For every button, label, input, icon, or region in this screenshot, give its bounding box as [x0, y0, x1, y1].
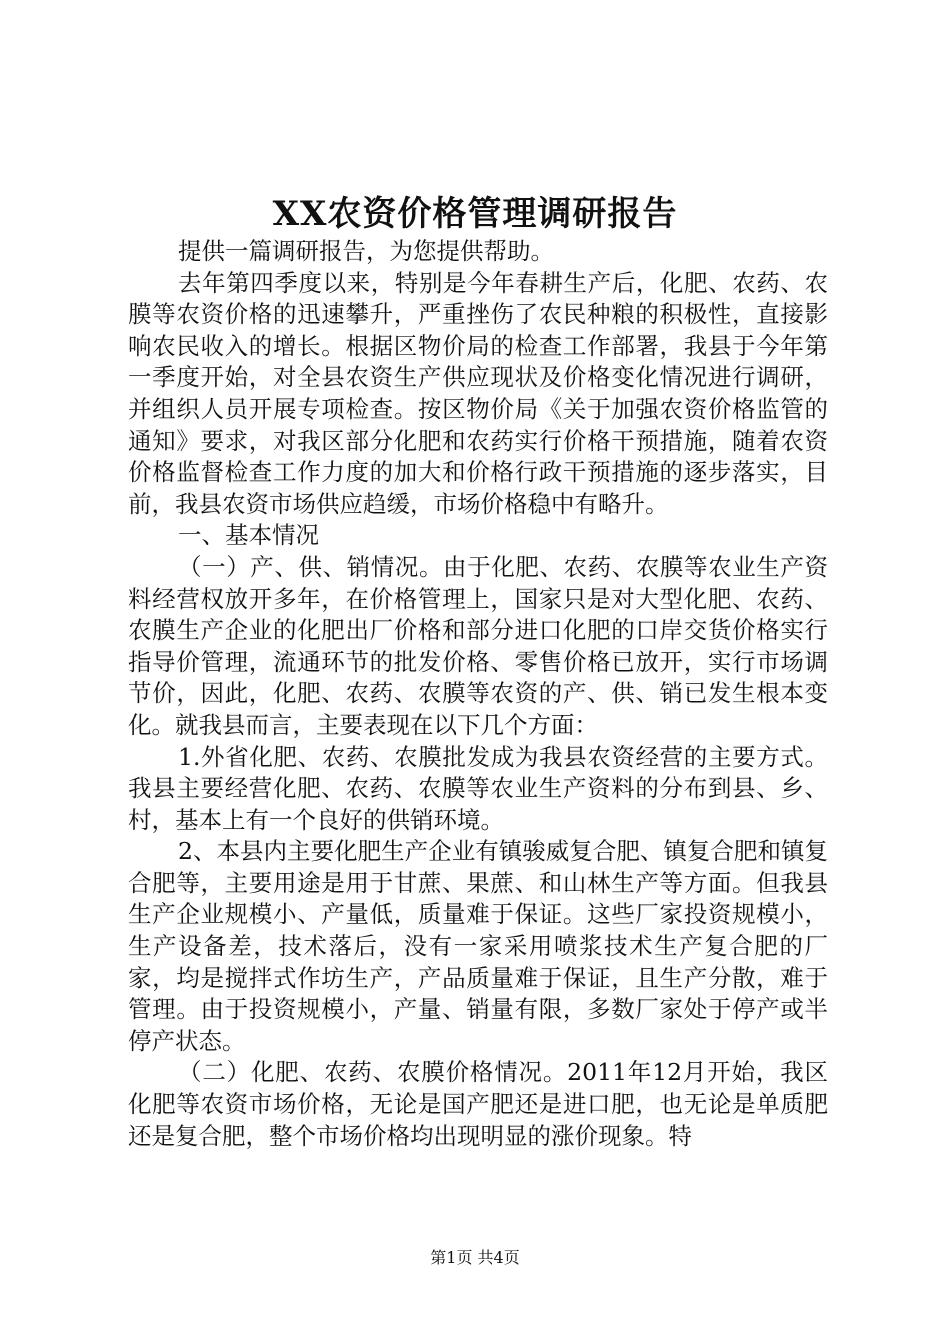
subsection-production-supply-sales: （一）产、供、销情况。由于化肥、农药、农膜等农业生产资料经营权放开多年，在价格管理上，国家只是对大型化肥、农药、农膜生产企业的化肥出厂价格和部分进口化肥的口岸交货价格实行指导价管理，流通环节的批发价格、零售价格已放开，实行市场调节价，因此，化肥、农药、农膜等农资的产、供、销已发生根本变化。就我县而言，主要表现在以下几个方面：: [128, 552, 828, 739]
document-title: XX农资价格管理调研报告: [272, 194, 678, 234]
section-heading-basic-situation: 一、基本情况: [178, 521, 319, 550]
document-body: [128, 236, 828, 1152]
page-number-footer: 第1页 共4页: [430, 1248, 520, 1267]
intro-paragraph: 提供一篇调研报告，为您提供帮助。: [178, 237, 554, 265]
list-item-2: 2、本县内主要化肥生产企业有镇骏威复合肥、镇复合肥和镇复合肥等，主要用途是用于甘蔗、果蔗、和山林生产等方面。但我县生产企业规模小、产量低，质量难于保证。这些厂家投资规模小，生产设备差，技术落后，没有一家采用喷浆技术生产复合肥的厂家，均是搅拌式作坊生产，产品质量难于保证，且生产分散，难于管理。由于投资规模小，产量、销量有限，多数厂家处于停产或半停产状态。: [128, 837, 828, 1055]
background-paragraph: 去年第四季度以来，特别是今年春耕生产后，化肥、农药、农膜等农资价格的迅速攀升，严重挫伤了农民种粮的积极性，直接影响农民收入的增长。根据区物价局的检查工作部署，我县于今年第一季度开始，对全县农资生产供应现状及价格变化情况进行调研，并组织人员开展专项检查。按区物价局《关于加强农资价格监管的通知》要求，对我区部分化肥和农药实行价格干预措施，随着农资价格监督检查工作力度的加大和价格行政干预措施的逐步落实，目前，我县农资市场供应趋缓，市场价格稳中有略升。: [128, 268, 828, 518]
subsection-price-situation: （二）化肥、农药、农膜价格情况。2011年12月开始，我区化肥等农资市场价格，无论是国产肥还是进口肥，也无论是单质肥还是复合肥，整个市场价格均出现明显的涨价现象。特: [128, 1058, 828, 1150]
list-item-1: 1.外省化肥、农药、农膜批发成为我县农资经营的主要方式。我县主要经营化肥、农药、农膜等农业生产资料的分布到县、乡、村，基本上有一个良好的供销环境。: [128, 742, 828, 834]
